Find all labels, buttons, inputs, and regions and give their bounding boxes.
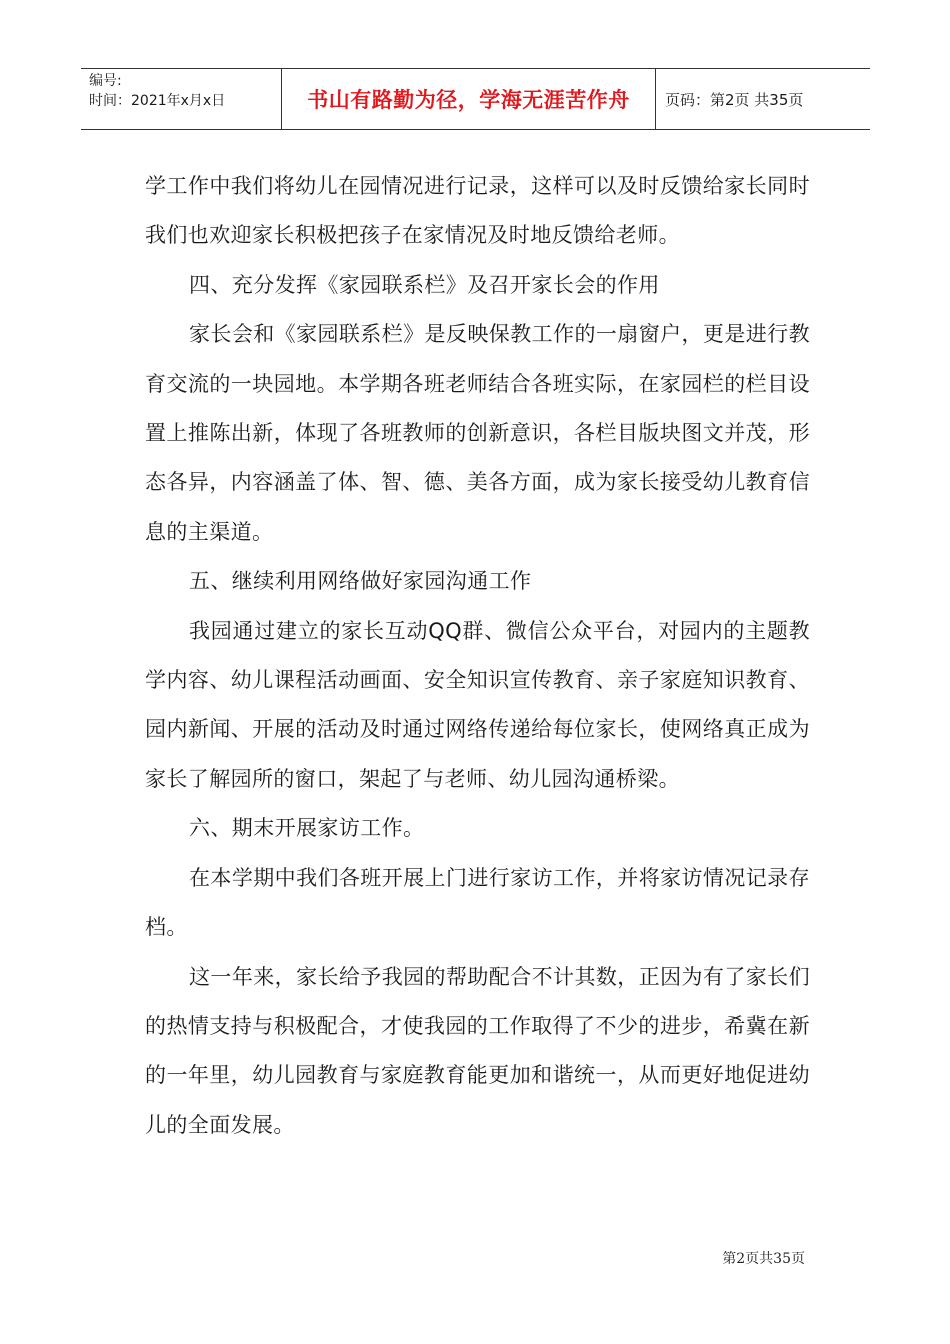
document-body [145,162,810,1150]
paragraph: 家长会和《家园联系栏》是反映保教工作的一扇窗户，更是进行教育交流的一块园地。本学期各班老师结合各班实际，在家园栏的栏目设置上推陈出新，体现了各班教师的创新意识，各栏目版块图文并茂，形态各异，内容涵盖了体、智、德、美各方面，成为家长接受幼儿教育信息的主渠道。 [145,322,810,544]
header-page-info: 页码：第2页 共35页 [665,90,804,109]
time-label: 时间：2021年x月x日 [89,93,226,109]
paragraph-continued: 学工作中我们将幼儿在园情况进行记录，这样可以及时反馈给家长同时我们也欢迎家长积极把孩子在家情况及时地反馈给老师。 [145,174,810,248]
section-heading-6: 六、期末开展家访工作。 [189,816,425,841]
paragraph: 在本学期中我们各班开展上门进行家访工作，并将家访情况记录存档。 [145,865,810,940]
serial-label: 编号: [89,73,122,89]
page-header [81,68,870,130]
section-heading-5: 五、继续利用网络做好家园沟通工作 [189,569,532,594]
closing-paragraph: 这一年来，家长给予我园的帮助配合不计其数，正因为有了家长们的热情支持与积极配合，才使我园的工作取得了不少的进步，希冀在新的一年里，幼儿园教育与家庭教育能更加和谐统一，从而更好地促进幼儿的全面发展。 [145,964,810,1137]
paragraph: 我园通过建立的家长互动QQ群、微信公众平台，对园内的主题教学内容、幼儿课程活动画面、安全知识宣传教育、亲子家庭知识教育、园内新闻、开展的活动及时通过网络传递给每位家长，使网络真正成为家长了解园所的窗口，架起了与老师、幼儿园沟通桥梁。 [145,618,810,791]
page-footer: 第2页共35页 [722,1251,805,1267]
section-heading-4: 四、充分发挥《家园联系栏》及召开家长会的作用 [189,272,660,297]
header-meta-cell [81,69,282,129]
header-motto: 书山有路勤为径，学海无涯苦作舟 [282,69,656,129]
